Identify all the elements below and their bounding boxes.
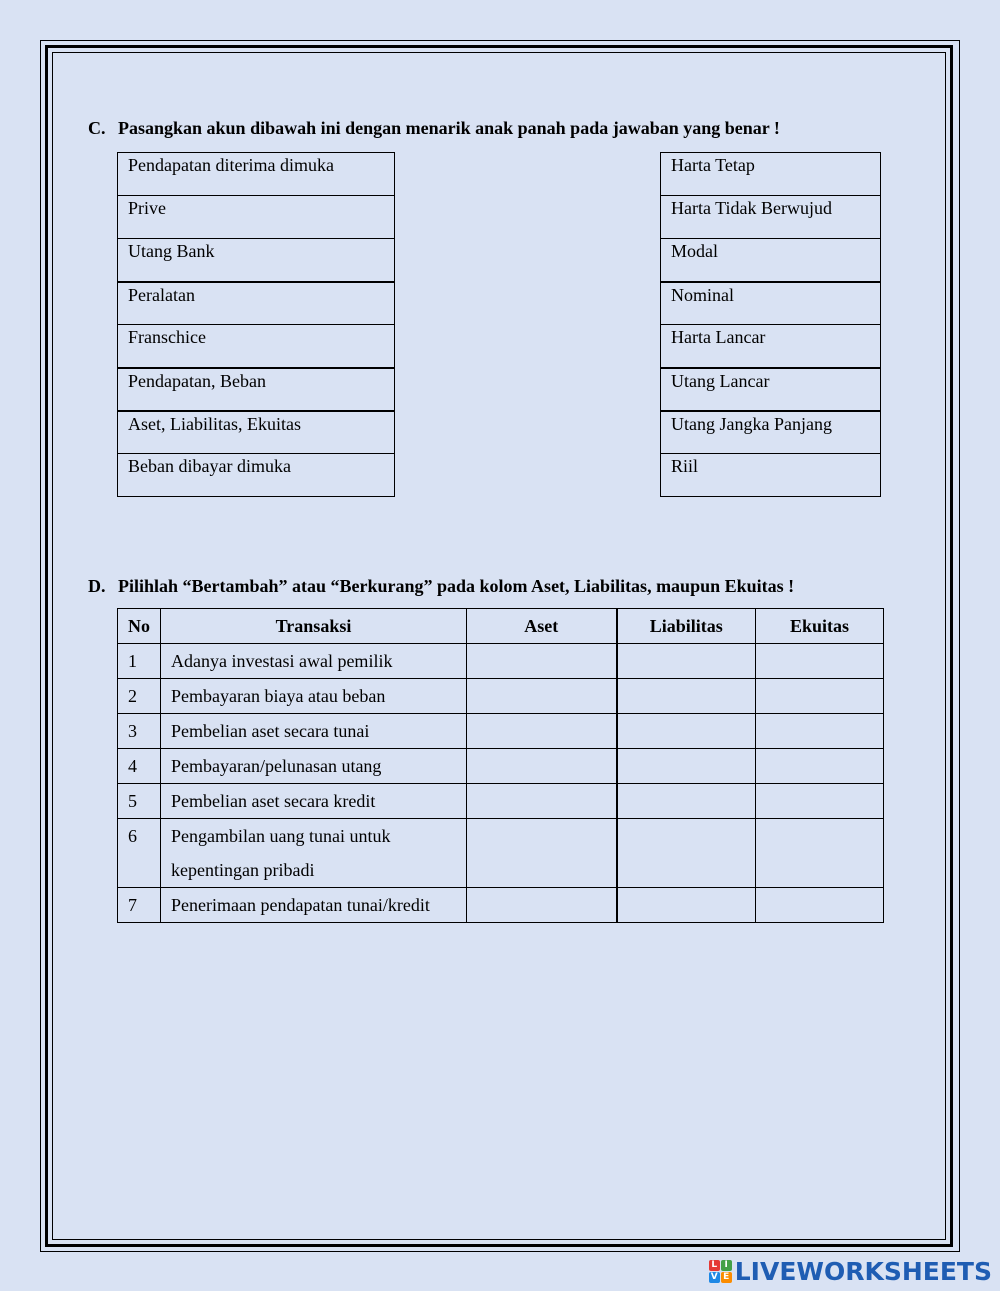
section-c-instruction: Pasangkan akun dibawah ini dengan menarik anak panah pada jawaban yang benar ! bbox=[118, 118, 780, 138]
row-transaksi: Pembelian aset secara tunai bbox=[161, 714, 467, 749]
right-item[interactable]: Harta Lancar bbox=[661, 325, 881, 368]
header-no: No bbox=[118, 609, 161, 644]
row-no: 2 bbox=[118, 679, 161, 714]
table-row bbox=[118, 819, 884, 888]
table-row bbox=[118, 888, 884, 923]
aset-answer-cell[interactable] bbox=[467, 819, 617, 888]
row-no: 7 bbox=[118, 888, 161, 923]
left-item[interactable]: Beban dibayar dimuka bbox=[118, 454, 395, 497]
liabilitas-answer-cell[interactable] bbox=[617, 888, 756, 923]
row-transaksi: Pembelian aset secara kredit bbox=[161, 784, 467, 819]
table-header-row bbox=[118, 609, 884, 644]
ekuitas-answer-cell[interactable] bbox=[756, 679, 884, 714]
logo-mark-letter: E bbox=[721, 1272, 732, 1283]
section-c-letter: C. bbox=[88, 118, 106, 138]
row-no: 3 bbox=[118, 714, 161, 749]
right-item[interactable]: Utang Lancar bbox=[661, 368, 881, 411]
section-d-title bbox=[88, 576, 794, 597]
row-transaksi: Pembayaran/pelunasan utang bbox=[161, 749, 467, 784]
logo-text: LIVEWORKSHEETS bbox=[734, 1256, 992, 1286]
table-row bbox=[118, 644, 884, 679]
table-row bbox=[118, 714, 884, 749]
aset-answer-cell[interactable] bbox=[467, 749, 617, 784]
logo-mark-icon bbox=[709, 1260, 732, 1283]
row-no: 1 bbox=[118, 644, 161, 679]
right-item[interactable]: Riil bbox=[661, 454, 881, 497]
aset-answer-cell[interactable] bbox=[467, 888, 617, 923]
row-no: 6 bbox=[118, 819, 161, 888]
left-item[interactable]: Pendapatan diterima dimuka bbox=[118, 153, 395, 196]
liabilitas-answer-cell[interactable] bbox=[617, 679, 756, 714]
right-item[interactable]: Modal bbox=[661, 239, 881, 282]
aset-answer-cell[interactable] bbox=[467, 784, 617, 819]
ekuitas-answer-cell[interactable] bbox=[756, 714, 884, 749]
row-transaksi: Penerimaan pendapatan tunai/kredit bbox=[161, 888, 467, 923]
row-no: 5 bbox=[118, 784, 161, 819]
section-d-letter: D. bbox=[88, 576, 106, 596]
liabilitas-answer-cell[interactable] bbox=[617, 784, 756, 819]
header-transaksi: Transaksi bbox=[161, 609, 467, 644]
row-transaksi-line-1: Pengambilan uang tunai untuk bbox=[171, 826, 391, 846]
row-no: 4 bbox=[118, 749, 161, 784]
table-row bbox=[118, 749, 884, 784]
left-item[interactable]: Utang Bank bbox=[118, 239, 395, 282]
logo-mark-letter: V bbox=[709, 1272, 720, 1283]
left-item[interactable]: Peralatan bbox=[118, 282, 395, 325]
aset-answer-cell[interactable] bbox=[467, 644, 617, 679]
ekuitas-answer-cell[interactable] bbox=[756, 888, 884, 923]
transaction-table bbox=[117, 608, 884, 923]
liabilitas-answer-cell[interactable] bbox=[617, 749, 756, 784]
row-transaksi: Adanya investasi awal pemilik bbox=[161, 644, 467, 679]
row-transaksi bbox=[161, 819, 467, 888]
table-row bbox=[118, 679, 884, 714]
left-item[interactable]: Prive bbox=[118, 196, 395, 239]
liveworksheets-logo bbox=[709, 1257, 992, 1285]
aset-answer-cell[interactable] bbox=[467, 714, 617, 749]
logo-mark-letter: I bbox=[721, 1260, 732, 1271]
row-transaksi-line-2: kepentingan pribadi bbox=[171, 860, 315, 880]
right-answers-table bbox=[660, 152, 881, 497]
header-ekuitas: Ekuitas bbox=[756, 609, 884, 644]
section-d-instruction: Pilihlah “Bertambah” atau “Berkurang” pada kolom Aset, Liabilitas, maupun Ekuitas ! bbox=[118, 576, 795, 596]
aset-answer-cell[interactable] bbox=[467, 679, 617, 714]
liabilitas-answer-cell[interactable] bbox=[617, 819, 756, 888]
section-c-title bbox=[88, 118, 780, 139]
right-item[interactable]: Utang Jangka Panjang bbox=[661, 411, 881, 454]
ekuitas-answer-cell[interactable] bbox=[756, 784, 884, 819]
right-item[interactable]: Nominal bbox=[661, 282, 881, 325]
header-liabilitas: Liabilitas bbox=[617, 609, 756, 644]
left-item[interactable]: Pendapatan, Beban bbox=[118, 368, 395, 411]
left-item[interactable]: Aset, Liabilitas, Ekuitas bbox=[118, 411, 395, 454]
liabilitas-answer-cell[interactable] bbox=[617, 714, 756, 749]
liabilitas-answer-cell[interactable] bbox=[617, 644, 756, 679]
table-row bbox=[118, 784, 884, 819]
right-item[interactable]: Harta Tetap bbox=[661, 153, 881, 196]
header-aset: Aset bbox=[467, 609, 617, 644]
row-transaksi: Pembayaran biaya atau beban bbox=[161, 679, 467, 714]
ekuitas-answer-cell[interactable] bbox=[756, 819, 884, 888]
ekuitas-answer-cell[interactable] bbox=[756, 749, 884, 784]
right-item[interactable]: Harta Tidak Berwujud bbox=[661, 196, 881, 239]
ekuitas-answer-cell[interactable] bbox=[756, 644, 884, 679]
logo-mark-letter: L bbox=[709, 1260, 720, 1271]
left-item[interactable]: Franschice bbox=[118, 325, 395, 368]
left-accounts-table bbox=[117, 152, 395, 497]
